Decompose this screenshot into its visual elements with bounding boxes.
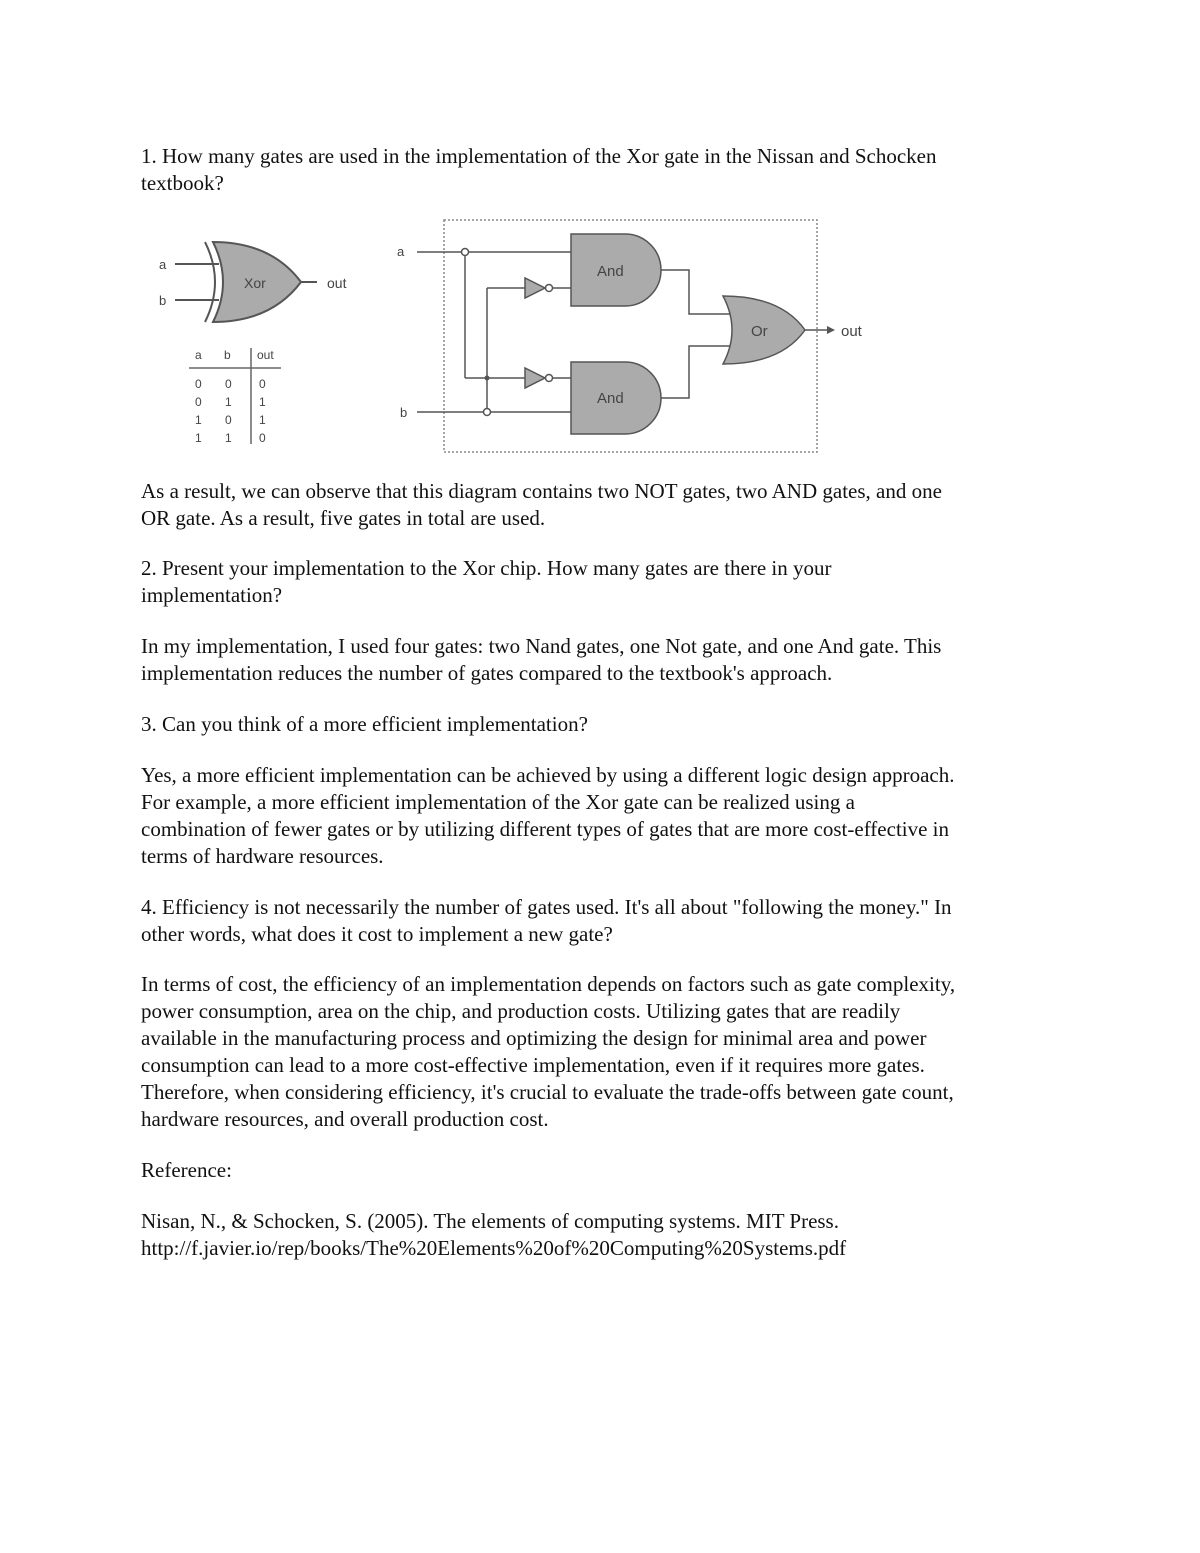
xor-diagram <box>141 212 901 462</box>
truth-table-cell: 0 <box>259 431 266 445</box>
truth-table-cell: 1 <box>225 395 232 409</box>
xor-figure <box>141 212 901 462</box>
truth-table-header-b: b <box>224 348 231 362</box>
answer-3 <box>141 762 1071 870</box>
truth-table-cell: 1 <box>225 431 232 445</box>
answer-4-line: available in the manufacturing process and optimizing the design for minimal area and power <box>141 1026 927 1050</box>
answer-4-line: consumption can lead to a more cost-effective implementation, even if it requires more gates. <box>141 1053 925 1077</box>
junction-a <box>462 249 469 256</box>
answer-2-line: In my implementation, I used four gates: two Nand gates, one Not gate, and one And gate. This <box>141 634 942 658</box>
answer-1-line: As a result, we can observe that this diagram contains two NOT gates, two AND gates, and one <box>141 479 942 503</box>
truth-table-cell: 0 <box>225 377 232 391</box>
reference-url: http://f.javier.io/rep/books/The%20Elements%20of%20Computing%20Systems.pdf <box>141 1236 847 1260</box>
answer-1 <box>141 478 1071 532</box>
question-1 <box>141 143 1071 197</box>
question-2-line: 2. Present your implementation to the Xor chip. How many gates are there in your <box>141 556 832 580</box>
question-2-line: implementation? <box>141 583 283 607</box>
answer-3-line: Yes, a more efficient implementation can be achieved by using a different logic design approach. <box>141 763 955 787</box>
answer-3-line: combination of fewer gates or by utilizing different types of gates that are more cost-effective in <box>141 817 950 841</box>
answer-4-line: power consumption, area on the chip, and production costs. Utilizing gates that are readily <box>141 999 901 1023</box>
question-1-line: 1. How many gates are used in the implementation of the Xor gate in the Nissan and Schocken <box>141 144 937 168</box>
truth-table-cell: 1 <box>195 431 202 445</box>
and-gate-top-label: And <box>597 263 624 280</box>
xor-circuit <box>397 220 863 452</box>
question-3 <box>141 711 1071 738</box>
xor-gate-label: Xor <box>244 275 266 291</box>
answer-2-line: implementation reduces the number of gates compared to the textbook's approach. <box>141 661 833 685</box>
answer-1-line: OR gate. As a result, five gates in total are used. <box>141 506 546 530</box>
answer-3-line: For example, a more efficient implementation of the Xor gate can be realized using a <box>141 790 855 814</box>
junction-b <box>484 409 491 416</box>
question-3-line: 3. Can you think of a more efficient implementation? <box>141 712 588 736</box>
crossing-dot <box>485 376 490 381</box>
truth-table-cell: 1 <box>259 413 266 427</box>
not-gate-bottom <box>525 368 545 388</box>
circuit-output-label: out <box>841 323 862 340</box>
or-gate-label: Or <box>751 323 768 340</box>
xor-output-label: out <box>327 275 347 291</box>
truth-table-cell: 1 <box>195 413 202 427</box>
truth-table-header-a: a <box>195 348 202 362</box>
xor-symbol <box>159 242 347 322</box>
xor-input-b-label: b <box>159 293 167 308</box>
wire-and-bottom-to-or <box>661 346 731 398</box>
circuit-input-b-label: b <box>400 405 408 420</box>
not-bubble-top <box>546 285 553 292</box>
reference-entry <box>141 1208 1071 1262</box>
truth-table-cell: 1 <box>259 395 266 409</box>
truth-table-cell: 0 <box>259 377 266 391</box>
answer-4-line: In terms of cost, the efficiency of an implementation depends on factors such as gate complexity, <box>141 972 956 996</box>
xor-input-arc <box>205 242 215 322</box>
question-1-line: textbook? <box>141 171 224 195</box>
xor-input-a-label: a <box>159 257 167 272</box>
answer-2 <box>141 633 1071 687</box>
circuit-input-a-label: a <box>397 244 405 259</box>
not-gate-top <box>525 278 545 298</box>
reference-citation: Nisan, N., & Schocken, S. (2005). The elements of computing systems. MIT Press. <box>141 1209 839 1233</box>
truth-table-header-out: out <box>257 348 274 362</box>
question-4 <box>141 894 1071 948</box>
question-4-line: 4. Efficiency is not necessarily the number of gates used. It's all about "following the money." In <box>141 895 952 919</box>
truth-table <box>189 348 281 445</box>
truth-table-cell: 0 <box>195 377 202 391</box>
answer-4-line: Therefore, when considering efficiency, it's crucial to evaluate the trade-offs between gate count, <box>141 1080 954 1104</box>
output-arrow <box>827 326 835 334</box>
question-2 <box>141 555 1071 609</box>
truth-table-cell: 0 <box>225 413 232 427</box>
wire-and-top-to-or <box>661 270 731 314</box>
truth-table-cell: 0 <box>195 395 202 409</box>
answer-4 <box>141 971 1071 1133</box>
and-gate-bottom-label: And <box>597 390 624 407</box>
not-bubble-bottom <box>546 375 553 382</box>
reference-heading: Reference: <box>141 1158 232 1182</box>
answer-4-line: hardware resources, and overall production cost. <box>141 1107 549 1131</box>
question-4-line: other words, what does it cost to implement a new gate? <box>141 922 613 946</box>
answer-3-line: terms of hardware resources. <box>141 844 384 868</box>
